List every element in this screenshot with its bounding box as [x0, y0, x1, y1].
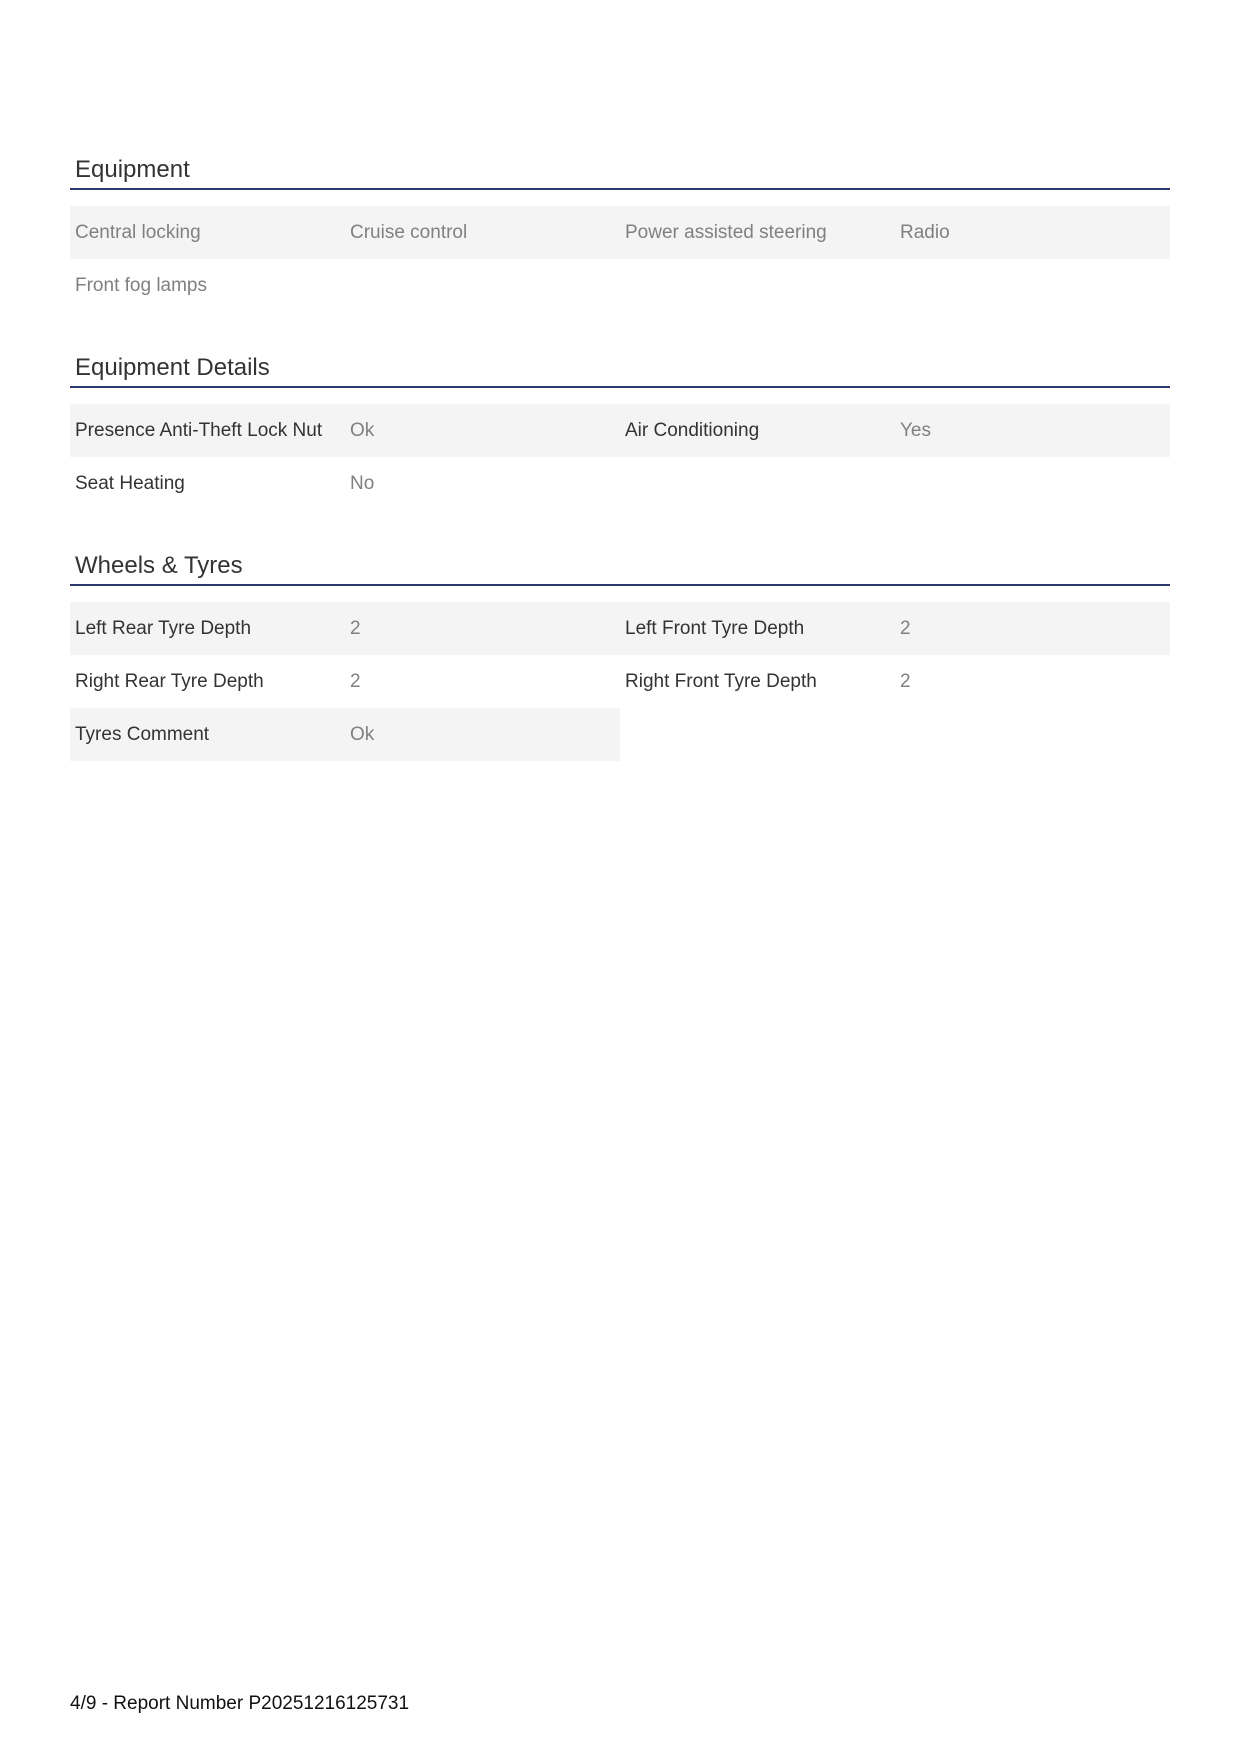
tyre-value: 2 — [350, 671, 361, 692]
detail-label: Air Conditioning — [620, 404, 895, 457]
tyre-label: Right Front Tyre Depth — [625, 671, 817, 692]
tyre-label: Right Rear Tyre Depth — [75, 671, 264, 692]
equipment-item: Front fog lamps — [75, 275, 207, 296]
equipment-section — [70, 152, 1170, 312]
tyre-value: 2 — [900, 671, 911, 692]
equipment-title: Equipment — [70, 152, 1170, 190]
equipment-list — [70, 206, 1170, 312]
detail-value: No — [350, 473, 375, 494]
wheels-tyres-section — [70, 548, 1170, 761]
tyre-value: 2 — [895, 602, 1170, 655]
tyre-label: Tyres Comment — [70, 708, 345, 761]
tyre-value: 2 — [345, 602, 620, 655]
detail-value: Ok — [345, 404, 620, 457]
wheels-tyres-title: Wheels & Tyres — [70, 548, 1170, 586]
tyre-label: Left Front Tyre Depth — [620, 602, 895, 655]
equipment-item: Power assisted steering — [620, 206, 895, 259]
equipment-details-title: Equipment Details — [70, 350, 1170, 388]
equipment-details-section — [70, 350, 1170, 510]
wheels-tyres-table — [70, 602, 1170, 761]
detail-value: Yes — [895, 404, 1170, 457]
tyre-label: Left Rear Tyre Depth — [70, 602, 345, 655]
equipment-item: Cruise control — [345, 206, 620, 259]
equipment-item: Central locking — [70, 206, 345, 259]
page-footer: 4/9 - Report Number P20251216125731 — [70, 1693, 410, 1714]
detail-label: Seat Heating — [75, 473, 185, 494]
detail-label: Presence Anti-Theft Lock Nut — [70, 404, 345, 457]
equipment-details-table — [70, 404, 1170, 510]
tyre-value: Ok — [345, 708, 620, 761]
equipment-item: Radio — [895, 206, 1170, 259]
